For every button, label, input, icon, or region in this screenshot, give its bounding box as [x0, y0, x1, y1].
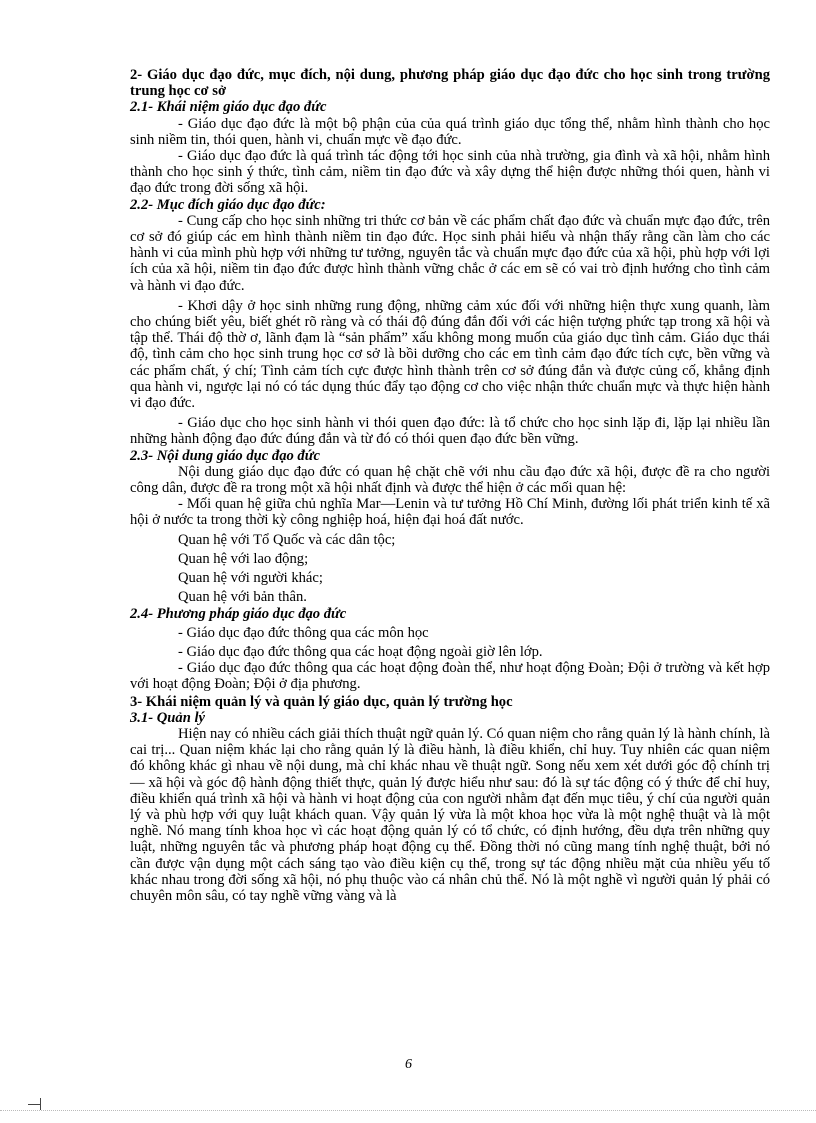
paragraph: - Giáo dục đạo đức là quá trình tác động tới học sinh của nhà trường, gia đình và xã hội, nhằm hình thành cho học sinh ý thức, tình cảm, niềm tin đạo đức và xây dựng thể hiện được những thói quen, hành vi đạo đức trong đời sống xã hội. — [130, 148, 770, 197]
list-item: Quan hệ với lao động; — [178, 550, 309, 567]
list-item: - Giáo dục đạo đức thông qua các hoạt động ngoài giờ lên lớp. — [178, 643, 543, 660]
subheading-2-1: 2.1- Khái niệm giáo dục đạo đức — [130, 99, 327, 116]
list-item: Quan hệ với Tổ Quốc và các dân tộc; — [178, 531, 396, 548]
section-heading-3: 3- Khái niệm quản lý và quản lý giáo dục, quản lý trường học — [130, 693, 513, 710]
subheading-2-3: 2.3- Nội dung giáo dục đạo đức — [130, 447, 320, 464]
subheading-2-4: 2.4- Phương pháp giáo dục đạo đức — [130, 605, 347, 622]
paragraph: - Giáo dục đạo đức là một bộ phận của của quá trình giáo dục tổng thể, nhằm hình thành cho học sinh niềm tin, thói quen, hành vi, chuẩn mực về đạo đức. — [130, 115, 770, 148]
section-heading-2: 2- Giáo dục đạo đức, mục đích, nội dung, phương pháp giáo dục đạo đức cho học sinh trong trường trung học cơ sở — [130, 67, 770, 100]
paragraph: - Mối quan hệ giữa chủ nghĩa Mar—Lenin và tư tưởng Hồ Chí Minh, đường lối phát triển kinh tế xã hội ở nước ta trong thời kỳ công nghiệp hoá, hiện đại hoá đất nước. — [130, 496, 770, 529]
list-item: - Giáo dục đạo đức thông qua các môn học — [178, 624, 429, 641]
list-item: Quan hệ với bản thân. — [178, 589, 307, 606]
document-body — [130, 66, 770, 904]
subheading-3-1: 3.1- Quản lý — [130, 709, 205, 726]
paragraph: Hiện nay có nhiều cách giải thích thuật ngữ quản lý. Có quan niệm cho rằng quản lý là hành chính, là cai trị... Quan niệm khác lại cho rằng quản lý là điều hành, là điều khiển, chỉ huy. Tuy nhiên các quan niệm đó không khác gì nhau về nội dung, mà chỉ khác nhau về thuật ngữ. Song nếu xem xét dưới góc độ chính trị — xã hội và góc độ hành động thiết thực, quản lý được hiểu như sau: đó là sự tác động có ý thức để chỉ huy, điều khiển quá trình xã hội và hành vi hoạt động của con người nhằm đạt đến mục tiêu, ý chí của người quản lý và phù hợp với quy luật khách quan. Vậy quản lý vừa là một khoa học vừa là một nghệ thuật và là một nghề. Nó mang tính khoa học vì các hoạt động quản lý có tổ chức, có định hướng, đều dựa trên những quy luật, những nguyên tắc và phương pháp hoạt động cụ thể. Đồng thời nó cũng mang tính nghệ thuật, bởi nó cần được vận dụng một cách sáng tạo vào điều kiện cụ thể, trong sự tác động nhiều mặt của nhiều yếu tố khác nhau trong đời sống xã hội, nó phụ thuộc vào cá nhân chủ thể. Nó là một nghề vì người quản lý phải có chuyên môn sâu, có tay nghề vững vàng và là — [130, 725, 770, 904]
page-bottom-divider — [0, 1110, 816, 1111]
paragraph: - Cung cấp cho học sinh những tri thức cơ bản về các phẩm chất đạo đức và chuẩn mực đạo đức, trên cơ sở đó giúp các em hình thành niềm tin đạo đức. Học sinh phải hiểu và nhận thấy rằng cần làm cho các hành vi của mình phù hợp với những tư tưởng, nguyên tắc và chuẩn mực đạo đức của xã hội, phù hợp với lợi ích của xã hội, niềm tin đạo đức được hình thành vững chắc ở các em sẽ có vai trò định hướng cho tình cảm và hành vi đạo đức. — [130, 212, 770, 294]
list-item: Quan hệ với người khác; — [178, 570, 323, 587]
page-number: 6 — [405, 1057, 412, 1072]
paragraph: - Khơi dậy ở học sinh những rung động, những cảm xúc đối với những hiện thực xung quanh, làm cho chúng biết yêu, biết ghét rõ ràng và có thái độ đúng đắn đối với các hiện tượng phức tạp trong xã hội và tập thể. Thái độ thờ ơ, lãnh đạm là “sản phẩm” xấu không mong muốn của giáo dục tình cảm. Giáo dục thái độ, tình cảm cho học sinh trung học cơ sở là bồi dưỡng cho các em tình cảm đạo đức tích cực, bền vững và các phẩm chất, ý chí; Tình cảm tích cực được hình thành trên cơ sở đúng đắn và được củng cố, khẳng định qua hành vi, ngược lại nó có tác dụng thúc đẩy tạo động cơ cho việc nhận thức chuẩn mực và thực hiện hành vi đạo đức. — [130, 297, 770, 412]
paragraph: - Giáo dục cho học sinh hành vi thói quen đạo đức: là tổ chức cho học sinh lặp đi, lặp lại nhiều lần những hành động đạo đức đúng đắn và từ đó có thói quen đạo đức bền vững. — [130, 415, 770, 448]
paragraph: Nội dung giáo dục đạo đức có quan hệ chặt chẽ với nhu cầu đạo đức xã hội, được đề ra cho người công dân, được đề ra trong một xã hội nhất định và được thể hiện ở các mối quan hệ: — [130, 463, 770, 497]
paragraph: - Giáo dục đạo đức thông qua các hoạt động đoàn thể, như hoạt động Đoàn; Đội ở trường và kết hợp với hoạt động Đoàn; Đội ở địa phương. — [130, 660, 770, 693]
crop-mark-horizontal — [28, 1104, 40, 1105]
subheading-2-2: 2.2- Mục đích giáo dục đạo đức: — [130, 196, 326, 213]
crop-mark-vertical — [40, 1098, 41, 1110]
